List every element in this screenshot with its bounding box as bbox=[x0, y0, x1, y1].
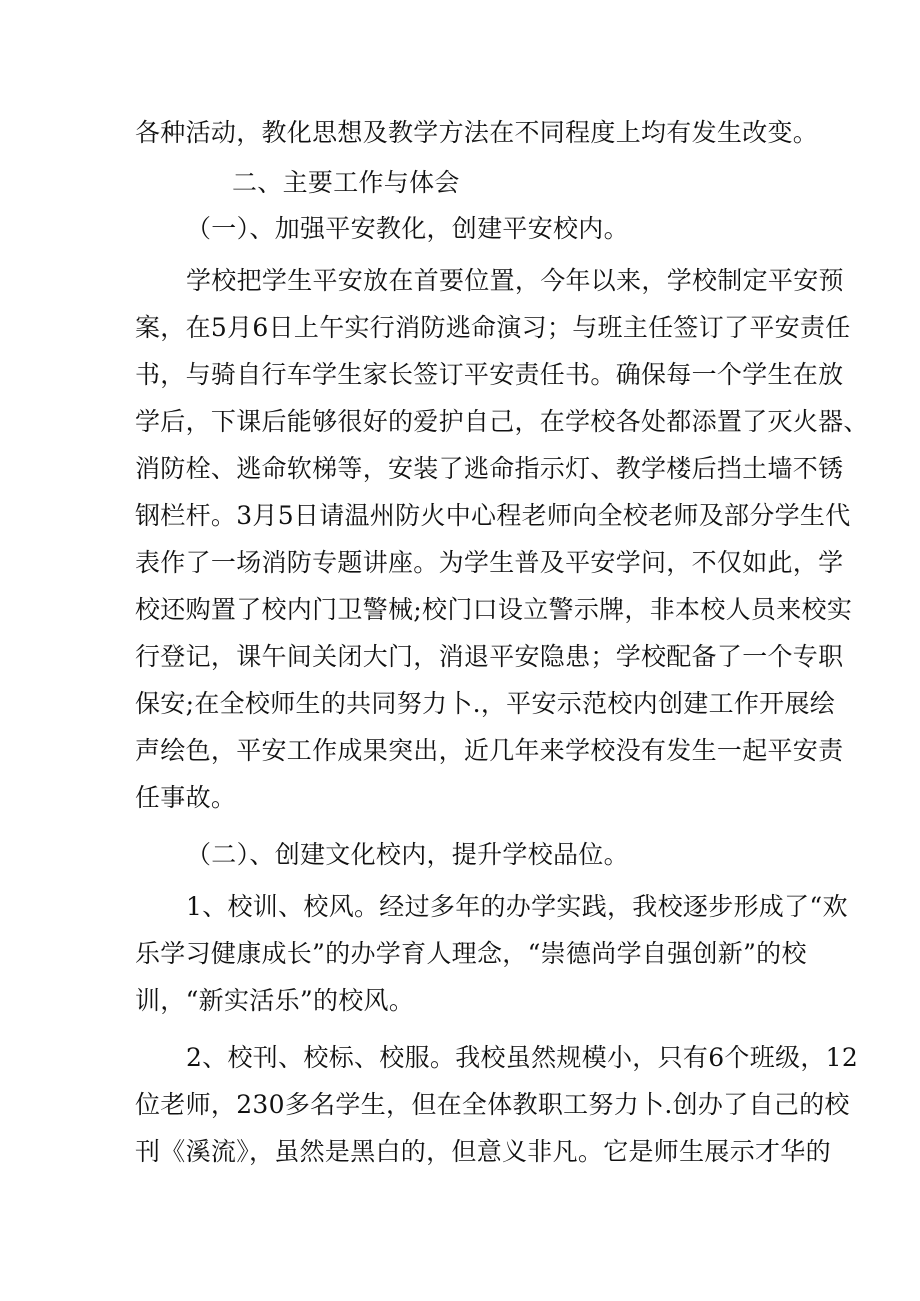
text-line: 训，“新实活乐”的校风。 bbox=[135, 986, 415, 1015]
text-line: 学后，下课后能够很好的爱护自己，在学校各处都添置了灭火器、 bbox=[135, 407, 869, 436]
text-line: 表作了一场消防专题讲座。为学生普及平安学问，不仅如此，学 bbox=[135, 548, 844, 577]
text-line: 保安;在全校师生的共同努力卜.，平安示范校内创建工作开展绘 bbox=[135, 689, 836, 718]
text-line: 1、校训、校风。经过多年的办学实践，我校逐步形成了“欢 bbox=[186, 892, 848, 921]
text-line: 校还购置了校内门卫警械;校门口设立警示牌，非本校人员来校实 bbox=[135, 595, 853, 624]
text-line: 各种活动，教化思想及教学方法在不同程度上均有发生改变。 bbox=[135, 118, 819, 147]
text-line: 学校把学生平安放在首要位置，今年以来，学校制定平安预 bbox=[186, 266, 844, 295]
section-heading: 二、主要工作与体会 bbox=[232, 168, 460, 197]
text-line: 案，在5月6日上午实行消防逃命演习；与班主任签订了平安责任 bbox=[135, 313, 851, 342]
subsection-heading: （一）、加强平安教化，创建平安校内。 bbox=[186, 214, 629, 243]
text-line: 2、校刊、校标、校服。我校虽然规模小，只有6个班级，12 bbox=[186, 1043, 859, 1072]
text-line: 消防栓、逃命软梯等，安装了逃命指示灯、教学楼后挡土墙不锈 bbox=[135, 454, 844, 483]
text-line: 刊《溪流》，虽然是黑白的，但意义非凡。它是师生展示才华的 bbox=[135, 1137, 831, 1166]
text-line: 书，与骑自行车学生家长签订平安责任书。确保每一个学生在放 bbox=[135, 360, 844, 389]
text-line: 任事故。 bbox=[135, 783, 237, 812]
text-line: 声绘色，平安工作成果突出，近几年来学校没有发生一起平安责 bbox=[135, 736, 844, 765]
text-line: 钢栏杆。3月5日请温州防火中心程老师向全校老师及部分学生代 bbox=[135, 501, 851, 530]
text-line: 乐学习健康成长”的办学育人理念，“崇德尚学自强创新”的校 bbox=[135, 939, 807, 968]
text-line: 行登记，课午间关闭大门，消退平安隐患；学校配备了一个专职 bbox=[135, 642, 844, 671]
subsection-heading: （二）、创建文化校内，提升学校品位。 bbox=[186, 840, 629, 869]
text-line: 位老师，230多名学生，但在全体教职工努力卜.创办了自己的校 bbox=[135, 1090, 850, 1119]
